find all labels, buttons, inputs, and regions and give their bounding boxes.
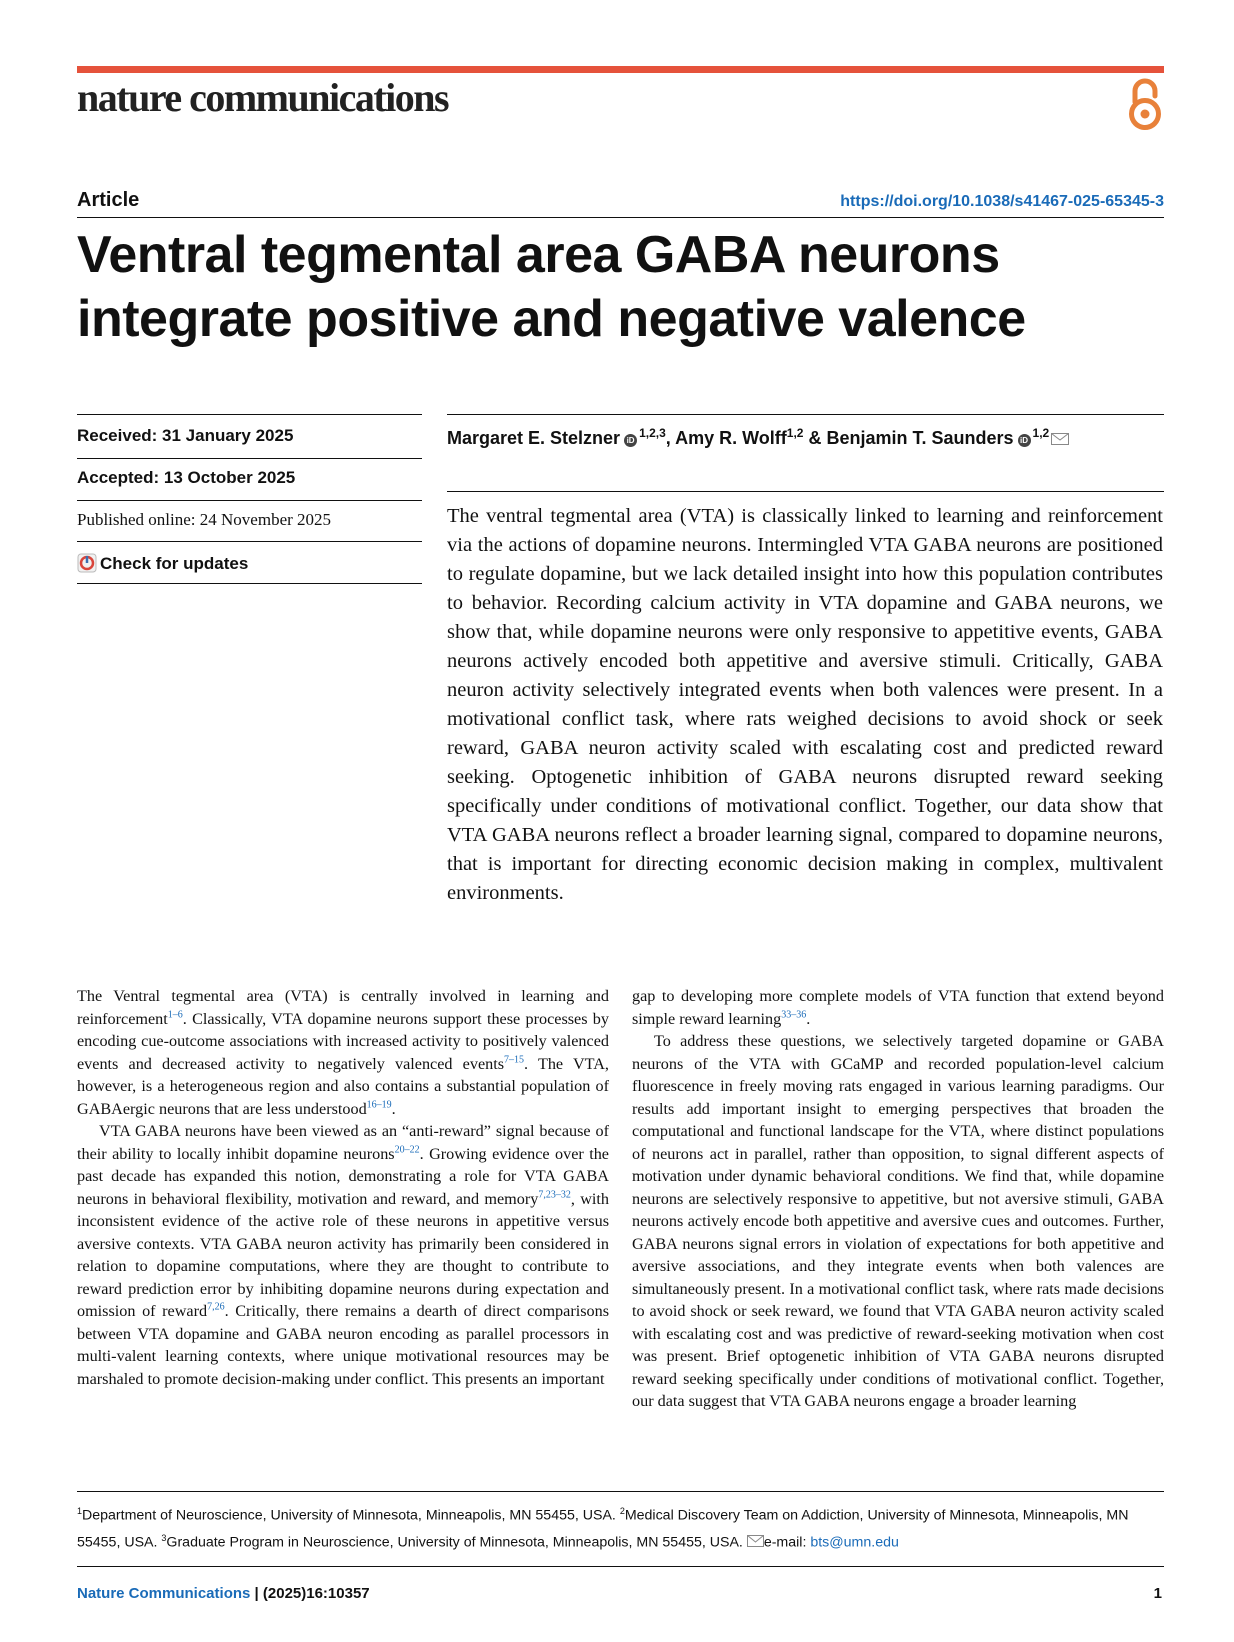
citation-ref[interactable]: 20–22 xyxy=(394,1144,420,1156)
article-type: Article xyxy=(77,189,140,211)
title-line-2: integrate positive and negative valence xyxy=(77,290,1026,348)
meta-rule-1 xyxy=(77,458,422,459)
meta-rule-2 xyxy=(77,500,422,501)
check-updates-label: Check for updates xyxy=(100,554,249,573)
author-1-affil: 1,2,3 xyxy=(639,426,666,440)
title-line-1: Ventral tegmental area GABA neurons xyxy=(77,226,1000,284)
title-rule xyxy=(77,217,1164,218)
check-updates-icon xyxy=(77,553,97,573)
citation-ref[interactable]: 7,26 xyxy=(207,1301,225,1313)
author-1-name[interactable]: Margaret E. Stelzner xyxy=(447,428,621,448)
body-paragraph: gap to developing more complete models of VTA function that extend beyond simple reward learning$^{33-36}$. xyxy=(632,987,1164,1028)
email-label: e-mail: xyxy=(763,1534,811,1551)
author-2-affil: 1,2 xyxy=(786,426,804,440)
footnote-rule xyxy=(77,1491,1164,1492)
check-updates-button[interactable] xyxy=(77,553,248,574)
page-number: 1 xyxy=(1153,1585,1162,1602)
author-list xyxy=(447,426,1069,449)
abstract: The ventral tegmental area (VTA) is classically linked to learning and reinforcement via the actions of dopamine neurons. Intermingled VTA GABA neurons are positioned to regulate dopamine, but we lack detailed insight into how this population contributes to behavior. Recording calcium activity in VTA dopamine and GABA neurons, we show that, while dopamine neurons were only responsive to appetitive events, GABA neurons actively encoded both appetitive and aversive stimuli. Critically, GABA neuron activity selectively integrated events when both valences were present. In a motivational conflict task, where rats weighed decisions to avoid shock or seek reward, GABA neuron activity scaled with escalating cost and predicted reward seeking. Optogenetic inhibition of GABA neurons disrupted reward seeking specifically under conditions of motivational conflict. Together, our data show that VTA GABA neurons reflect a broader learning signal, compared to dopamine neurons, that is important for directing economic decision making in complex, multivalent environments. xyxy=(447,505,1163,904)
published-date: Published online: 24 November 2025 xyxy=(77,510,332,529)
abstract-rule xyxy=(447,491,1164,492)
citation-ref[interactable]: 7–15 xyxy=(504,1054,525,1066)
citation-ref[interactable]: 7,23–32 xyxy=(538,1189,571,1201)
author-3-name[interactable]: Benjamin T. Saunders xyxy=(826,428,1014,448)
orcid-icon[interactable]: iD xyxy=(1018,434,1031,447)
article-title xyxy=(77,223,1167,351)
email-icon[interactable] xyxy=(1051,433,1069,445)
author-sep-1: , xyxy=(665,428,676,448)
body-paragraph: To address these questions, we selectively targeted dopamine or GABA neurons of the VTA with GCaMP and recorded population-level calcium fluorescence in freely moving rats engaged in various learning paradigms. Our results add important insight to emerging perspectives that broaden the computational and functional landscape for the VTA, where distinct populations of neurons act in parallel, rather than opposition, to signal different aspects of motivation under dynamic behavioral conditions. We find that, while dopamine neurons are selectively responsive to appetitive, but not aversive stimuli, GABA neurons actively encode both appetitive and aversive cues and outcomes. Further, GABA neurons signal errors in violation of expectations for both appetitive and aversive associations, and they integrate events when both valences are simultaneously present. In a motivational conflict task, where rats made decisions to avoid shock or seek reward, we found that VTA GABA neuron activity scaled with escalating cost and was predictive of reward-seeking motivation when cost was present. Brief optogenetic inhibition of VTA GABA neurons disrupted reward seeking specifically under conditions of motivational conflict. Together, our data suggest that VTA GABA neurons engage a broader learning xyxy=(632,1032,1164,1410)
citation-ref[interactable]: 33–36 xyxy=(781,1009,807,1021)
body-paragraph: VTA GABA neurons have been viewed as an “anti-reward” signal because of their ability to locally inhibit dopamine neurons$^{20-22}$. Growing evidence over the past decade has expanded this notion, demonstrating a role for VTA GABA neurons in behavioral flexibility, motivation and reward, and memory$^{7,23-32}$, with inconsistent evidence of the active role of these neurons in appetitive versus aversive contexts. VTA GABA neuron activity has primarily been considered in relation to dopamine computations, where they are thought to contribute to reward prediction error by inhibiting dopamine neurons during expectation and omission of reward$^{7,26}$. Critically, there remains a dearth of direct comparisons between VTA dopamine and GABA neuron encoding as parallel processors in multi-valent learning contexts, where unique motivational resources may be marshaled to promote decision-making under conflict. This presents an important xyxy=(77,1122,610,1388)
open-access-icon xyxy=(1126,76,1164,132)
footer-rule xyxy=(77,1566,1164,1567)
affiliations-footnote: $^1$Department of Neuroscience, University of Minnesota, Minneapolis, MN 55455, USA. $^2$Medical Discovery Team on Addiction, University of Minnesota, Minneapolis, MN 55455, USA. $^3$Graduate Program in Neuroscience, University of Minnesota, Minneapolis, MN 55455, USA. e-mail: bts@umn.edu xyxy=(77,1506,1129,1551)
email-icon xyxy=(747,1535,764,1547)
orcid-icon[interactable]: iD xyxy=(624,434,637,447)
meta-rule-3 xyxy=(77,541,422,542)
accepted-date: Accepted: 13 October 2025 xyxy=(77,468,296,487)
author-sep-2: & xyxy=(803,428,827,448)
author-2-name[interactable]: Amy R. Wolff xyxy=(675,428,787,448)
footer-journal-link[interactable]: Nature Communications xyxy=(77,1585,251,1602)
authors-rule xyxy=(447,414,1164,415)
received-date: Received: 31 January 2025 xyxy=(77,426,294,445)
email-link[interactable]: bts@umn.edu xyxy=(810,1534,899,1551)
journal-name: nature communications xyxy=(77,75,449,120)
meta-rule-bottom xyxy=(77,583,422,584)
doi-link[interactable]: https://doi.org/10.1038/s41467-025-65345-3 xyxy=(840,193,1164,210)
meta-rule-top xyxy=(77,414,422,415)
author-3-affil: 1,2 xyxy=(1032,426,1050,440)
header-accent-bar xyxy=(77,66,1164,73)
citation-ref[interactable]: 1–6 xyxy=(167,1009,183,1021)
footer-citation: Nature Communications | (2025)16:10357 xyxy=(77,1585,370,1602)
body-column-left xyxy=(77,985,609,1390)
citation-ref[interactable]: 16–19 xyxy=(366,1099,392,1111)
body-column-right xyxy=(632,985,1164,1413)
body-paragraph: The Ventral tegmental area (VTA) is centrally involved in learning and reinforcement$^{1-6}$. Classically, VTA dopamine neurons support these processes by encoding cue-outcome associations with increased activity to positively valenced events and decreased activity to negatively valenced events$^{7-15}$. The VTA, however, is a heterogeneous region and also contains a substantial population of GABAergic neurons that are less understood$^{16-19}$. xyxy=(77,987,609,1118)
